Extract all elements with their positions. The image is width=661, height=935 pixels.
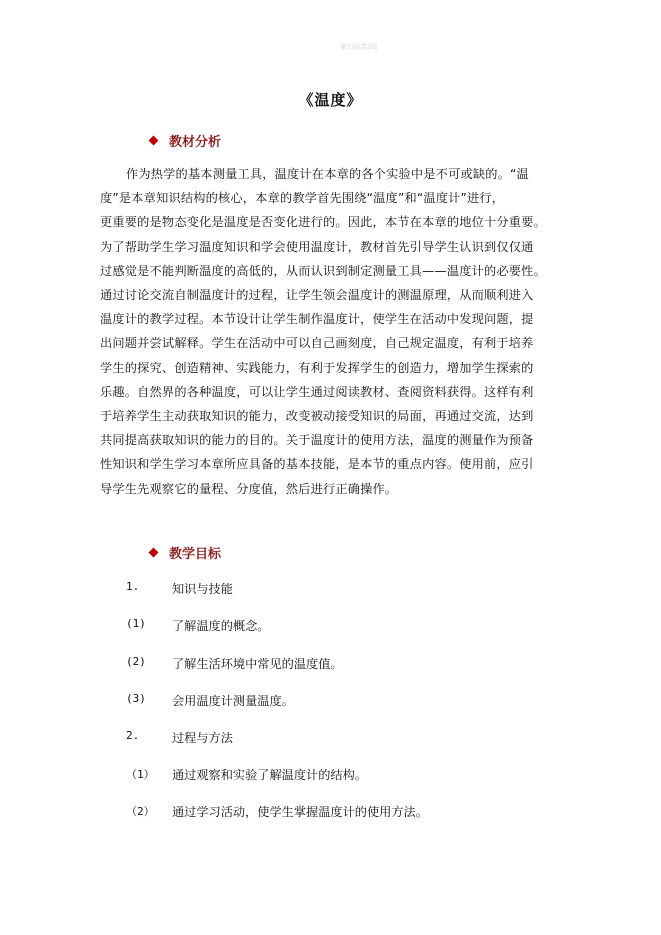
list-item-text: 了解温度的概念。 [172, 619, 270, 633]
list-item [126, 617, 270, 634]
list-item-number: 1. [126, 580, 140, 593]
list-item-number: (1) [126, 617, 146, 630]
list-item [126, 580, 233, 597]
list-item-number: 2. [126, 729, 140, 742]
list-item [126, 729, 233, 746]
section-heading-label: 教材分析 [169, 135, 222, 150]
list-item [126, 766, 367, 783]
paragraph-line: 作为热学的基本测量工具，温度计在本章的各个实验中是不可或缺的。“温 [126, 167, 529, 181]
paragraph-line: 性知识和学生学习本章所应具备的基本技能，是本节的重点内容。使用前，应引 [100, 457, 534, 472]
paragraph-line: 导学生先观察它的量程、分度值，然后进行正确操作。 [100, 481, 398, 496]
list-item-text: 知识与技能 [172, 582, 233, 596]
list-item [126, 803, 428, 820]
paragraph-line: 于培养学生主动获取知识的能力，改变被动接受知识的局面，再通过交流，达到 [100, 409, 534, 424]
paragraph-line: 学生的探究、创造精神、实践能力，有利于发挥学生的创造力，增加学生探索的 [100, 360, 534, 375]
list-item-number: (3) [126, 692, 146, 705]
list-item-text: 了解生活环境中常见的温度值。 [172, 657, 343, 671]
paragraph-line: 过感觉是不能判断温度的高低的，从而认识到制定测量工具——温度计的必要性。 [100, 263, 546, 278]
document-title: 《温度》 [298, 91, 363, 109]
analysis-paragraph [100, 162, 570, 501]
list-item [126, 692, 294, 709]
paragraph-line: 更重要的是物态变化是温度是否变化进行的。因此，本节在本章的地位十分重要。 [100, 215, 546, 230]
section-heading-label: 教学目标 [169, 547, 222, 562]
paragraph-line: 为了帮助学生学习温度知识和学会使用温度计，教材首先引导学生认识到仅仅通 [100, 239, 534, 254]
diamond-bullet-icon [149, 548, 159, 558]
paragraph-line: 共同提高获取知识的能力的目的。关于温度计的使用方法，温度的测量作为预备 [100, 433, 534, 448]
list-item-number: （2） [126, 805, 155, 818]
paragraph-line: 通过讨论交流自制温度计的过程，让学生领会温度计的测温原理，从而顺利进入 [100, 288, 534, 303]
list-item-text: 通过学习活动，使学生掌握温度计的使用方法。 [172, 805, 428, 819]
diamond-bullet-icon [149, 136, 159, 146]
list-item-text: 会用温度计测量温度。 [172, 694, 294, 708]
paragraph-line: 度”是本章知识结构的核心，本章的教学首先围绕“温度”和“温度计”进行， [100, 191, 505, 206]
paragraph-line: 出问题并尝试解释。学生在活动中可以自己画刻度，自己规定温度，有利于培养 [100, 336, 534, 351]
list-item-text: 过程与方法 [172, 731, 233, 745]
paragraph-line: 乐趣。自然界的各种温度，可以让学生通过阅读教材、查阅资料获得。这样有利 [100, 384, 534, 399]
page-watermark: 第1页/共3页 [340, 44, 378, 51]
list-item-text: 通过观察和实验了解温度计的结构。 [172, 768, 367, 782]
section-heading-analysis [150, 131, 221, 150]
section-heading-goals [150, 543, 221, 562]
list-item-number: (2) [126, 655, 146, 668]
list-item-number: （1） [126, 768, 155, 781]
paragraph-line: 温度计的教学过程。本节设计让学生制作温度计，使学生在活动中发现问题，提 [100, 312, 534, 327]
list-item [126, 655, 343, 672]
